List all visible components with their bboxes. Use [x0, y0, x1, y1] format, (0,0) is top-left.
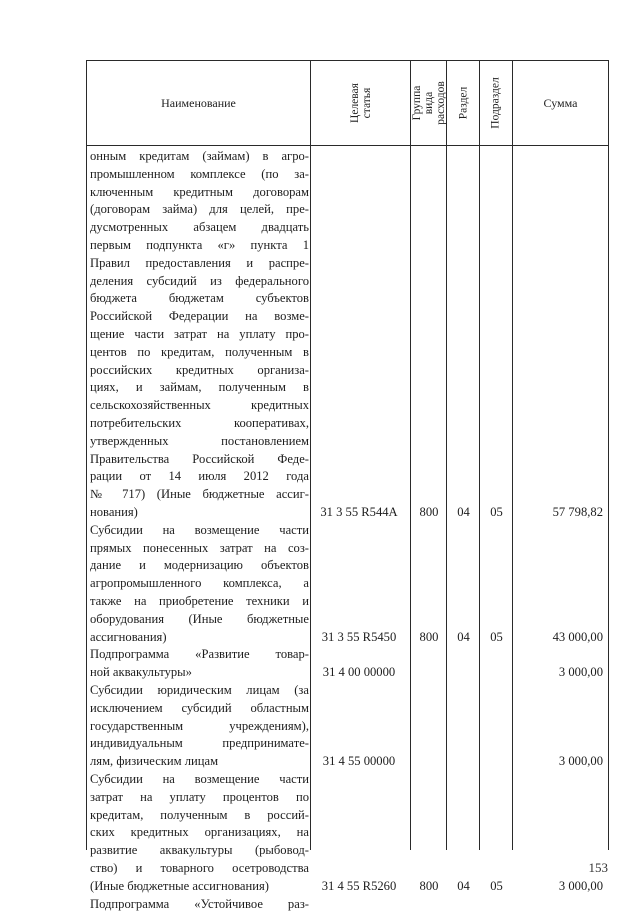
name-line: развитие аквакультуры (рыбовод- [90, 843, 309, 858]
name-line: кредитам, полученным в россий- [90, 807, 309, 822]
section-cell: 04 [457, 878, 470, 893]
column-rule-name [310, 60, 311, 850]
name-line: центов по кредитам, полученным в [90, 344, 309, 359]
section-cell: 04 [457, 629, 470, 644]
header-section [447, 61, 479, 145]
target-article-cell: 31 4 55 R5260 [321, 878, 397, 893]
name-line: прямых понесенных затрат на соз- [90, 540, 309, 555]
target-article-cell: 31 4 55 00000 [322, 754, 396, 769]
header-section-label: Раздел [457, 86, 469, 120]
name-line: утвержденных постановлением [90, 433, 309, 448]
header-expense-group [411, 61, 446, 145]
name-line: ной аквакультуры» [90, 665, 192, 680]
name-line: агропромышленного комплекса, а [90, 576, 309, 591]
header-sum: Сумма [543, 96, 578, 110]
name-line: Субсидии юридическим лицам (за [90, 683, 309, 697]
name-line: индивидуальным предпринимате- [90, 736, 309, 751]
name-line: ассигнования) [90, 629, 167, 644]
name-line: циях, и займам, полученным в [90, 380, 309, 395]
name-line: Подпрограмма «Развитие товар- [90, 647, 309, 662]
name-line: исключением субсидий областным [90, 700, 309, 715]
name-line: Российской Федерации на возме- [90, 309, 309, 324]
column-rule-section [479, 60, 480, 850]
name-line: ство) и товарного осетроводства [90, 861, 309, 875]
name-line: онным кредитам (займам) в агро- [90, 149, 309, 163]
header-subsection-label: Подраздел [490, 77, 502, 129]
name-line: ключенным кредитным договорам [90, 184, 309, 199]
name-line: государственным учреждениям), [90, 718, 309, 733]
name-line: дусмотренных абзацем двадцать [90, 220, 309, 235]
name-line: потребительских кооперативах, [90, 416, 309, 430]
name-line: ских кредитных организациях, на [90, 825, 309, 840]
expense-group-cell: 800 [419, 878, 439, 893]
sum-cell: 43 000,00 [552, 629, 603, 644]
name-line: (Иные бюджетные ассигнования) [90, 878, 269, 893]
sum-cell: 3 000,00 [558, 754, 603, 769]
name-line: сельскохозяйственных кредитных [90, 398, 309, 413]
name-line: оборудования (Иные бюджетные [90, 611, 309, 626]
column-rule-group [446, 60, 447, 850]
name-line: Субсидии на возмещение части [90, 522, 309, 537]
name-line: лям, физическим лицам [90, 754, 219, 769]
sum-cell: 57 798,82 [552, 505, 603, 519]
name-line: Подпрограмма «Устойчивое раз- [90, 896, 309, 911]
header-target-article [311, 61, 410, 145]
name-line: Субсидии на возмещение части [90, 772, 309, 786]
target-article-cell: 31 3 55 R544A [320, 505, 398, 519]
name-line: бюджета бюджетам субъектов [90, 291, 309, 306]
column-rule-code [410, 60, 411, 850]
target-article-cell: 31 4 00 00000 [322, 665, 396, 680]
section-cell: 04 [457, 505, 470, 519]
name-line: российских кредитных организа- [90, 362, 309, 377]
name-line: щение части затрат на уплату про- [90, 327, 309, 341]
name-line: дание и модернизацию объектов [90, 558, 309, 573]
table-right-border [608, 60, 609, 850]
sum-cell: 3 000,00 [558, 665, 603, 680]
name-line: нования) [90, 505, 138, 519]
expense-group-cell: 800 [419, 629, 439, 644]
name-line: (договорам займа) для целей, пре- [90, 202, 309, 217]
header-expense-group-label: Группа вида расходов [410, 81, 447, 125]
subsection-cell: 05 [490, 505, 503, 519]
subsection-cell: 05 [490, 878, 503, 893]
header-subsection [480, 61, 512, 145]
column-rule-subsection [512, 60, 513, 850]
name-line: рации от 14 июля 2012 года [90, 469, 309, 484]
subsection-cell: 05 [490, 629, 503, 644]
header-name: Наименование [161, 96, 236, 110]
sum-cell: 3 000,00 [558, 878, 603, 893]
name-line: Правительства Российской Феде- [90, 451, 309, 466]
name-line: затрат на уплату процентов по [90, 789, 309, 804]
name-line: промышленном комплексе (по за- [90, 166, 309, 181]
name-line: Правил предоставления и распре- [90, 255, 309, 270]
page-number: 153 [588, 860, 608, 875]
table-left-border [86, 60, 87, 850]
target-article-cell: 31 3 55 R5450 [321, 629, 397, 644]
name-line: деления субсидий из федерального [90, 273, 309, 288]
name-line: № 717) (Иные бюджетные ассиг- [90, 487, 309, 502]
header-bottom-border [86, 145, 609, 146]
name-line: первым подпункта «г» пункта 1 [90, 238, 309, 252]
name-line: также на приобретение техники и [90, 594, 309, 608]
header-target-article-label: Целевая статья [348, 83, 373, 123]
expense-group-cell: 800 [419, 505, 439, 519]
